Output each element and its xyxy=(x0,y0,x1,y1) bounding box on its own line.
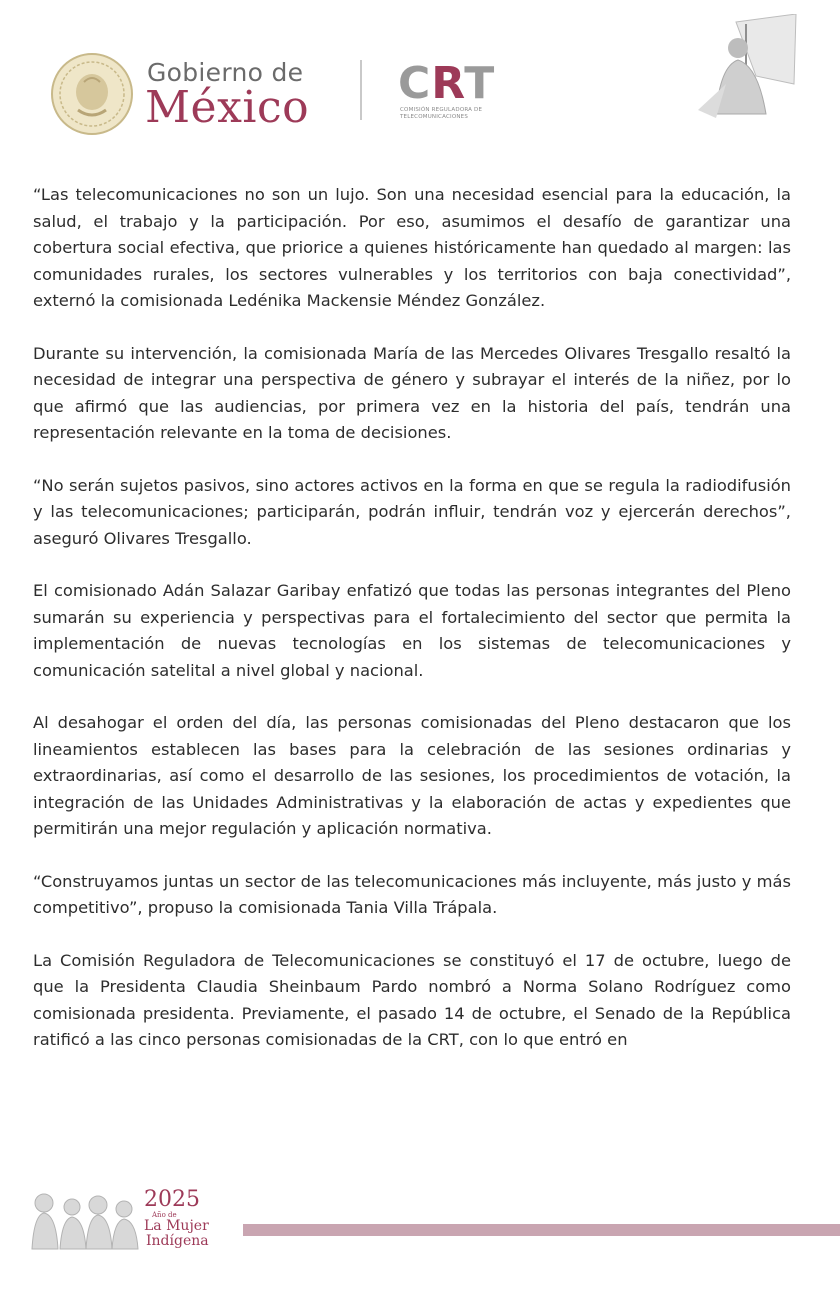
crt-logo xyxy=(398,58,495,109)
crt-subtitle: COMISIÓN REGULADORA DE TELECOMUNICACIONES xyxy=(400,107,483,120)
letterhead xyxy=(0,0,840,150)
indigenous-women-illustration-icon xyxy=(28,1185,140,1251)
paragraph: Al desahogar el orden del día, las personas comisionadas del Pleno destacaron que los lineamientos establecen las bases para la celebración de las sesiones ordinarias y extraordinarias, así como el desarrollo de las sesiones, los procedimientos de votación, la integración de las Unidades Administrativas y la elaboración de actas y expedientes que permitirán una mejor regulación y aplicación normativa. xyxy=(33,713,791,838)
year-subtitle: Año de xyxy=(152,1211,177,1219)
press-release-body xyxy=(33,182,791,1080)
paragraph: “Construyamos juntas un sector de las telecomunicaciones más incluyente, más justo y más competitivo”, propuso la comisionada Tania Villa Trápala. xyxy=(33,871,791,917)
year-line1: La Mujer xyxy=(144,1218,209,1234)
mexico-text: México xyxy=(145,82,310,133)
year-label: 2025 xyxy=(144,1187,200,1212)
paragraph: El comisionado Adán Salazar Garibay enfatizó que todas las personas integrantes del Pleno sumarán su experiencia y perspectivas para el fortalecimiento del sector que permita la implementación de nuevas tecnologías en los sistemas de telecomunicaciones y comunicación satelital a nivel global y nacional. xyxy=(33,581,791,680)
crt-logo-c: C xyxy=(398,58,432,109)
footer xyxy=(0,1185,840,1295)
heroine-illustration-icon xyxy=(696,14,800,120)
header-divider xyxy=(360,60,362,120)
year-line2: Indígena xyxy=(146,1233,209,1249)
footer-bar xyxy=(243,1224,840,1236)
crt-logo-t: T xyxy=(464,58,496,109)
paragraph: “Las telecomunicaciones no son un lujo. Son una necesidad esencial para la educación, la salud, el trabajo y la participación. Por eso, asumimos el desafío de garantizar una cobertura social efectiva, que priorice a quienes históricamente han quedado al margen: las comunidades rurales, los sectores vulnerables y los territorios con baja conectividad”, externó la comisionada Ledénika Mackensie Méndez González. xyxy=(33,185,791,310)
crt-logo-r: R xyxy=(431,58,465,109)
gobierno-de-text: Gobierno de xyxy=(147,58,304,87)
paragraph: “No serán sujetos pasivos, sino actores activos en la forma en que se regula la radiodifusión y las telecomunicaciones; participarán, podrán influir, tendrán voz y ejercerán derechos”, aseguró Olivares Tresgallo. xyxy=(33,475,791,548)
paragraph: La Comisión Reguladora de Telecomunicaciones se constituyó el 17 de octubre, luego de que la Presidenta Claudia Sheinbaum Pardo nombró a Norma Solano Rodríguez como comisionada presidenta. Previamente, el pasado 14 de octubre, el Senado de la República ratificó a las cinco personas comisionadas de la CRT, con lo que entró en xyxy=(33,950,791,1049)
mexico-seal-icon xyxy=(50,52,134,136)
paragraph: Durante su intervención, la comisionada María de las Mercedes Olivares Tresgallo resaltó la necesidad de integrar una perspectiva de género y subrayar el interés de la niñez, por lo que afirmó que las audiencias, por primera vez en la historia del país, tendrán una representación relevante en la toma de decisiones. xyxy=(33,343,791,442)
